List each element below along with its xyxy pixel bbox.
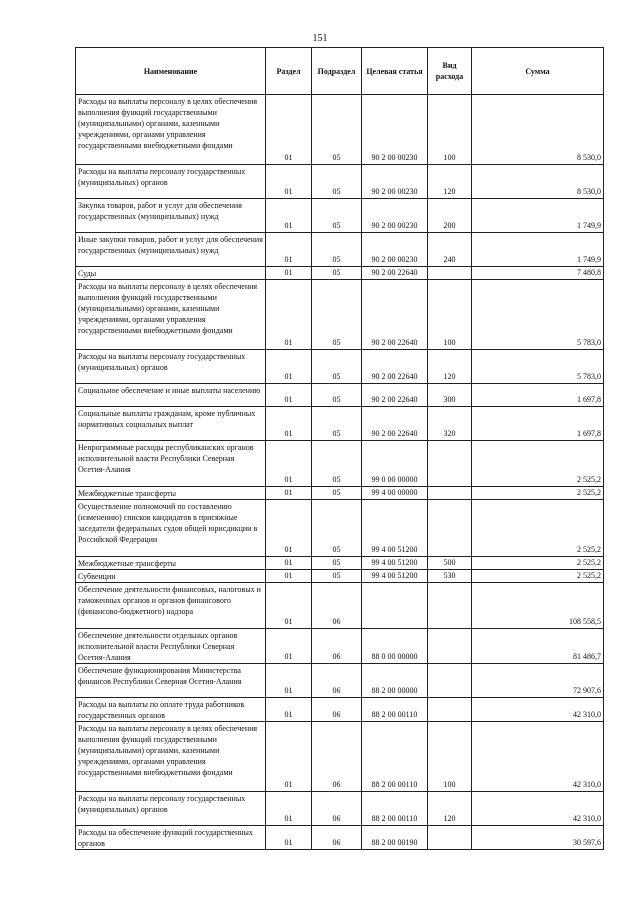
- cell-expense-type: [428, 487, 472, 500]
- cell-target: 99 4 00 51200: [362, 500, 428, 557]
- cell-amount: 2 525,2: [472, 441, 604, 487]
- cell-section: 01: [266, 441, 312, 487]
- cell-subsection: 05: [312, 570, 362, 583]
- header-expense-type: Вид расхода: [428, 48, 472, 95]
- cell-expense-type: [428, 500, 472, 557]
- cell-subsection: 06: [312, 722, 362, 792]
- cell-section: 01: [266, 199, 312, 233]
- cell-section: 01: [266, 500, 312, 557]
- cell-expense-type: [428, 583, 472, 629]
- cell-subsection: 06: [312, 583, 362, 629]
- cell-name: Обеспечение деятельности отдельных органов исполнительной власти Республики Северная Осетия-Алания: [76, 629, 266, 664]
- cell-amount: 30 597,6: [472, 826, 604, 850]
- table-row: [76, 407, 604, 441]
- cell-amount: 42 310,0: [472, 792, 604, 826]
- cell-amount: 2 525,2: [472, 500, 604, 557]
- table-row: [76, 500, 604, 557]
- cell-expense-type: 100: [428, 280, 472, 350]
- cell-expense-type: 500: [428, 557, 472, 570]
- cell-name: Осуществление полномочий по составлению (изменению) списков кандидатов в присяжные заседатели федеральных судов общей юрисдикции в Российской Федерации: [76, 500, 266, 557]
- cell-subsection: 05: [312, 267, 362, 280]
- cell-subsection: 05: [312, 280, 362, 350]
- cell-amount: 2 525,2: [472, 570, 604, 583]
- header-section: Раздел: [266, 48, 312, 95]
- cell-target: 99 4 00 00000: [362, 487, 428, 500]
- cell-expense-type: 120: [428, 792, 472, 826]
- table-row: [76, 629, 604, 664]
- cell-subsection: 05: [312, 500, 362, 557]
- cell-section: 01: [266, 629, 312, 664]
- cell-amount: 1 749,9: [472, 233, 604, 267]
- cell-name: Обеспечение функционирования Министерства финансов Республики Северная Осетия-Алания: [76, 664, 266, 698]
- cell-target: 88 2 00 00190: [362, 826, 428, 850]
- table-row: [76, 441, 604, 487]
- cell-expense-type: [428, 267, 472, 280]
- cell-section: 01: [266, 698, 312, 722]
- cell-section: 01: [266, 384, 312, 407]
- header-subsection: Подраздел: [312, 48, 362, 95]
- cell-section: 01: [266, 570, 312, 583]
- cell-target: 90 2 00 00230: [362, 233, 428, 267]
- header-amount: Сумма: [472, 48, 604, 95]
- cell-target: 90 2 00 22640: [362, 267, 428, 280]
- table-row: [76, 95, 604, 165]
- cell-target: 90 2 00 22640: [362, 350, 428, 384]
- cell-name: Непрограммные расходы республиканских органов исполнительной власти Республики Северная Осетия-Алания: [76, 441, 266, 487]
- cell-amount: 42 310,0: [472, 698, 604, 722]
- cell-subsection: 05: [312, 487, 362, 500]
- cell-section: 01: [266, 792, 312, 826]
- page-number: 151: [312, 33, 328, 44]
- cell-name: Суды: [76, 267, 266, 280]
- budget-table: [75, 47, 604, 850]
- cell-name: Расходы на выплаты персоналу в целях обеспечения выполнения функций государственными (муниципальными) органами, казенными учреждениями, органами управления государственными внебюджетными фондами: [76, 95, 266, 165]
- cell-expense-type: 530: [428, 570, 472, 583]
- table-row: [76, 722, 604, 792]
- cell-amount: 2 525,2: [472, 487, 604, 500]
- cell-name: Расходы на обеспечение функций государственных органов: [76, 826, 266, 850]
- table-row: [76, 664, 604, 698]
- header-target: Целевая статья: [362, 48, 428, 95]
- cell-expense-type: 120: [428, 165, 472, 199]
- cell-target: 99 4 00 51200: [362, 557, 428, 570]
- cell-subsection: 05: [312, 350, 362, 384]
- cell-target: 90 2 00 00230: [362, 165, 428, 199]
- cell-amount: 8 530,0: [472, 95, 604, 165]
- cell-target: 90 2 00 00230: [362, 95, 428, 165]
- cell-amount: 2 525,2: [472, 557, 604, 570]
- cell-amount: 72 907,6: [472, 664, 604, 698]
- cell-amount: 1 697,8: [472, 384, 604, 407]
- cell-amount: 7 480,8: [472, 267, 604, 280]
- cell-section: 01: [266, 165, 312, 199]
- table-header-row: [76, 48, 604, 95]
- cell-section: 01: [266, 280, 312, 350]
- cell-target: 88 2 00 00110: [362, 722, 428, 792]
- cell-target: [362, 583, 428, 629]
- cell-subsection: 06: [312, 698, 362, 722]
- cell-name: Закупка товаров, работ и услуг для обеспечения государственных (муниципальных) нужд: [76, 199, 266, 233]
- cell-name: Расходы на выплаты персоналу государственных (муниципальных) органов: [76, 792, 266, 826]
- cell-section: 01: [266, 557, 312, 570]
- cell-expense-type: 240: [428, 233, 472, 267]
- cell-expense-type: 120: [428, 350, 472, 384]
- cell-name: Иные закупки товаров, работ и услуг для обеспечения государственных (муниципальных) нужд: [76, 233, 266, 267]
- cell-section: 01: [266, 487, 312, 500]
- cell-target: 88 0 00 00000: [362, 629, 428, 664]
- cell-name: Социальные выплаты гражданам, кроме публичных нормативных социальных выплат: [76, 407, 266, 441]
- cell-name: Обеспечение деятельности финансовых, налоговых и таможенных органов и органов финансового (финансово-бюджетного) надзора: [76, 583, 266, 629]
- cell-target: 99 4 00 51200: [362, 570, 428, 583]
- cell-target: 99 0 00 00000: [362, 441, 428, 487]
- cell-section: 01: [266, 267, 312, 280]
- cell-section: 01: [266, 583, 312, 629]
- table-row: [76, 826, 604, 850]
- cell-subsection: 05: [312, 233, 362, 267]
- cell-expense-type: 200: [428, 199, 472, 233]
- cell-section: 01: [266, 407, 312, 441]
- cell-subsection: 05: [312, 441, 362, 487]
- cell-target: 88 2 00 00110: [362, 698, 428, 722]
- cell-name: Межбюджетные трансферты: [76, 487, 266, 500]
- cell-expense-type: [428, 441, 472, 487]
- cell-name: Расходы на выплаты по оплате труда работников государственных органов: [76, 698, 266, 722]
- table-row: [76, 199, 604, 233]
- cell-amount: 108 558,5: [472, 583, 604, 629]
- cell-target: 90 2 00 22640: [362, 384, 428, 407]
- cell-name: Межбюджетные трансферты: [76, 557, 266, 570]
- table-row: [76, 280, 604, 350]
- cell-subsection: 06: [312, 664, 362, 698]
- cell-subsection: 05: [312, 199, 362, 233]
- cell-section: 01: [266, 350, 312, 384]
- cell-section: 01: [266, 664, 312, 698]
- table-row: [76, 698, 604, 722]
- cell-amount: 5 783,0: [472, 280, 604, 350]
- cell-amount: 81 486,7: [472, 629, 604, 664]
- cell-name: Социальное обеспечение и иные выплаты населению: [76, 384, 266, 407]
- cell-name: Субвенции: [76, 570, 266, 583]
- cell-expense-type: 300: [428, 384, 472, 407]
- cell-name: Расходы на выплаты персоналу в целях обеспечения выполнения функций государственными (муниципальными) органами, казенными учреждениями, органами управления государственными внебюджетными фондами: [76, 722, 266, 792]
- cell-section: 01: [266, 95, 312, 165]
- cell-target: 90 2 00 22640: [362, 280, 428, 350]
- cell-name: Расходы на выплаты персоналу государственных (муниципальных) органов: [76, 165, 266, 199]
- cell-subsection: 06: [312, 826, 362, 850]
- cell-expense-type: [428, 629, 472, 664]
- cell-expense-type: [428, 664, 472, 698]
- cell-amount: 1 697,8: [472, 407, 604, 441]
- cell-target: 90 2 00 22640: [362, 407, 428, 441]
- cell-target: 88 2 00 00000: [362, 664, 428, 698]
- table-row: [76, 384, 604, 407]
- cell-expense-type: [428, 698, 472, 722]
- cell-section: 01: [266, 722, 312, 792]
- cell-section: 01: [266, 233, 312, 267]
- table-row: [76, 583, 604, 629]
- cell-target: 88 2 00 00110: [362, 792, 428, 826]
- cell-target: 90 2 00 00230: [362, 199, 428, 233]
- cell-amount: 1 749,9: [472, 199, 604, 233]
- cell-subsection: 06: [312, 629, 362, 664]
- table-row: [76, 792, 604, 826]
- cell-section: 01: [266, 826, 312, 850]
- cell-name: Расходы на выплаты персоналу в целях обеспечения выполнения функций государственными (муниципальными) органами, казенными учреждениями, органами управления государственными внебюджетными фондами: [76, 280, 266, 350]
- cell-expense-type: 100: [428, 95, 472, 165]
- header-name: Наименование: [76, 48, 266, 95]
- cell-name: Расходы на выплаты персоналу государственных (муниципальных) органов: [76, 350, 266, 384]
- table-row: [76, 570, 604, 583]
- cell-expense-type: [428, 826, 472, 850]
- cell-subsection: 05: [312, 407, 362, 441]
- cell-amount: 5 783,0: [472, 350, 604, 384]
- cell-subsection: 06: [312, 792, 362, 826]
- table-row: [76, 350, 604, 384]
- cell-subsection: 05: [312, 557, 362, 570]
- table-row: [76, 557, 604, 570]
- cell-amount: 8 530,0: [472, 165, 604, 199]
- cell-subsection: 05: [312, 95, 362, 165]
- cell-amount: 42 310,0: [472, 722, 604, 792]
- table-row: [76, 487, 604, 500]
- cell-expense-type: 100: [428, 722, 472, 792]
- cell-subsection: 05: [312, 165, 362, 199]
- table-row: [76, 165, 604, 199]
- table-row: [76, 267, 604, 280]
- table-row: [76, 233, 604, 267]
- cell-subsection: 05: [312, 384, 362, 407]
- cell-expense-type: 320: [428, 407, 472, 441]
